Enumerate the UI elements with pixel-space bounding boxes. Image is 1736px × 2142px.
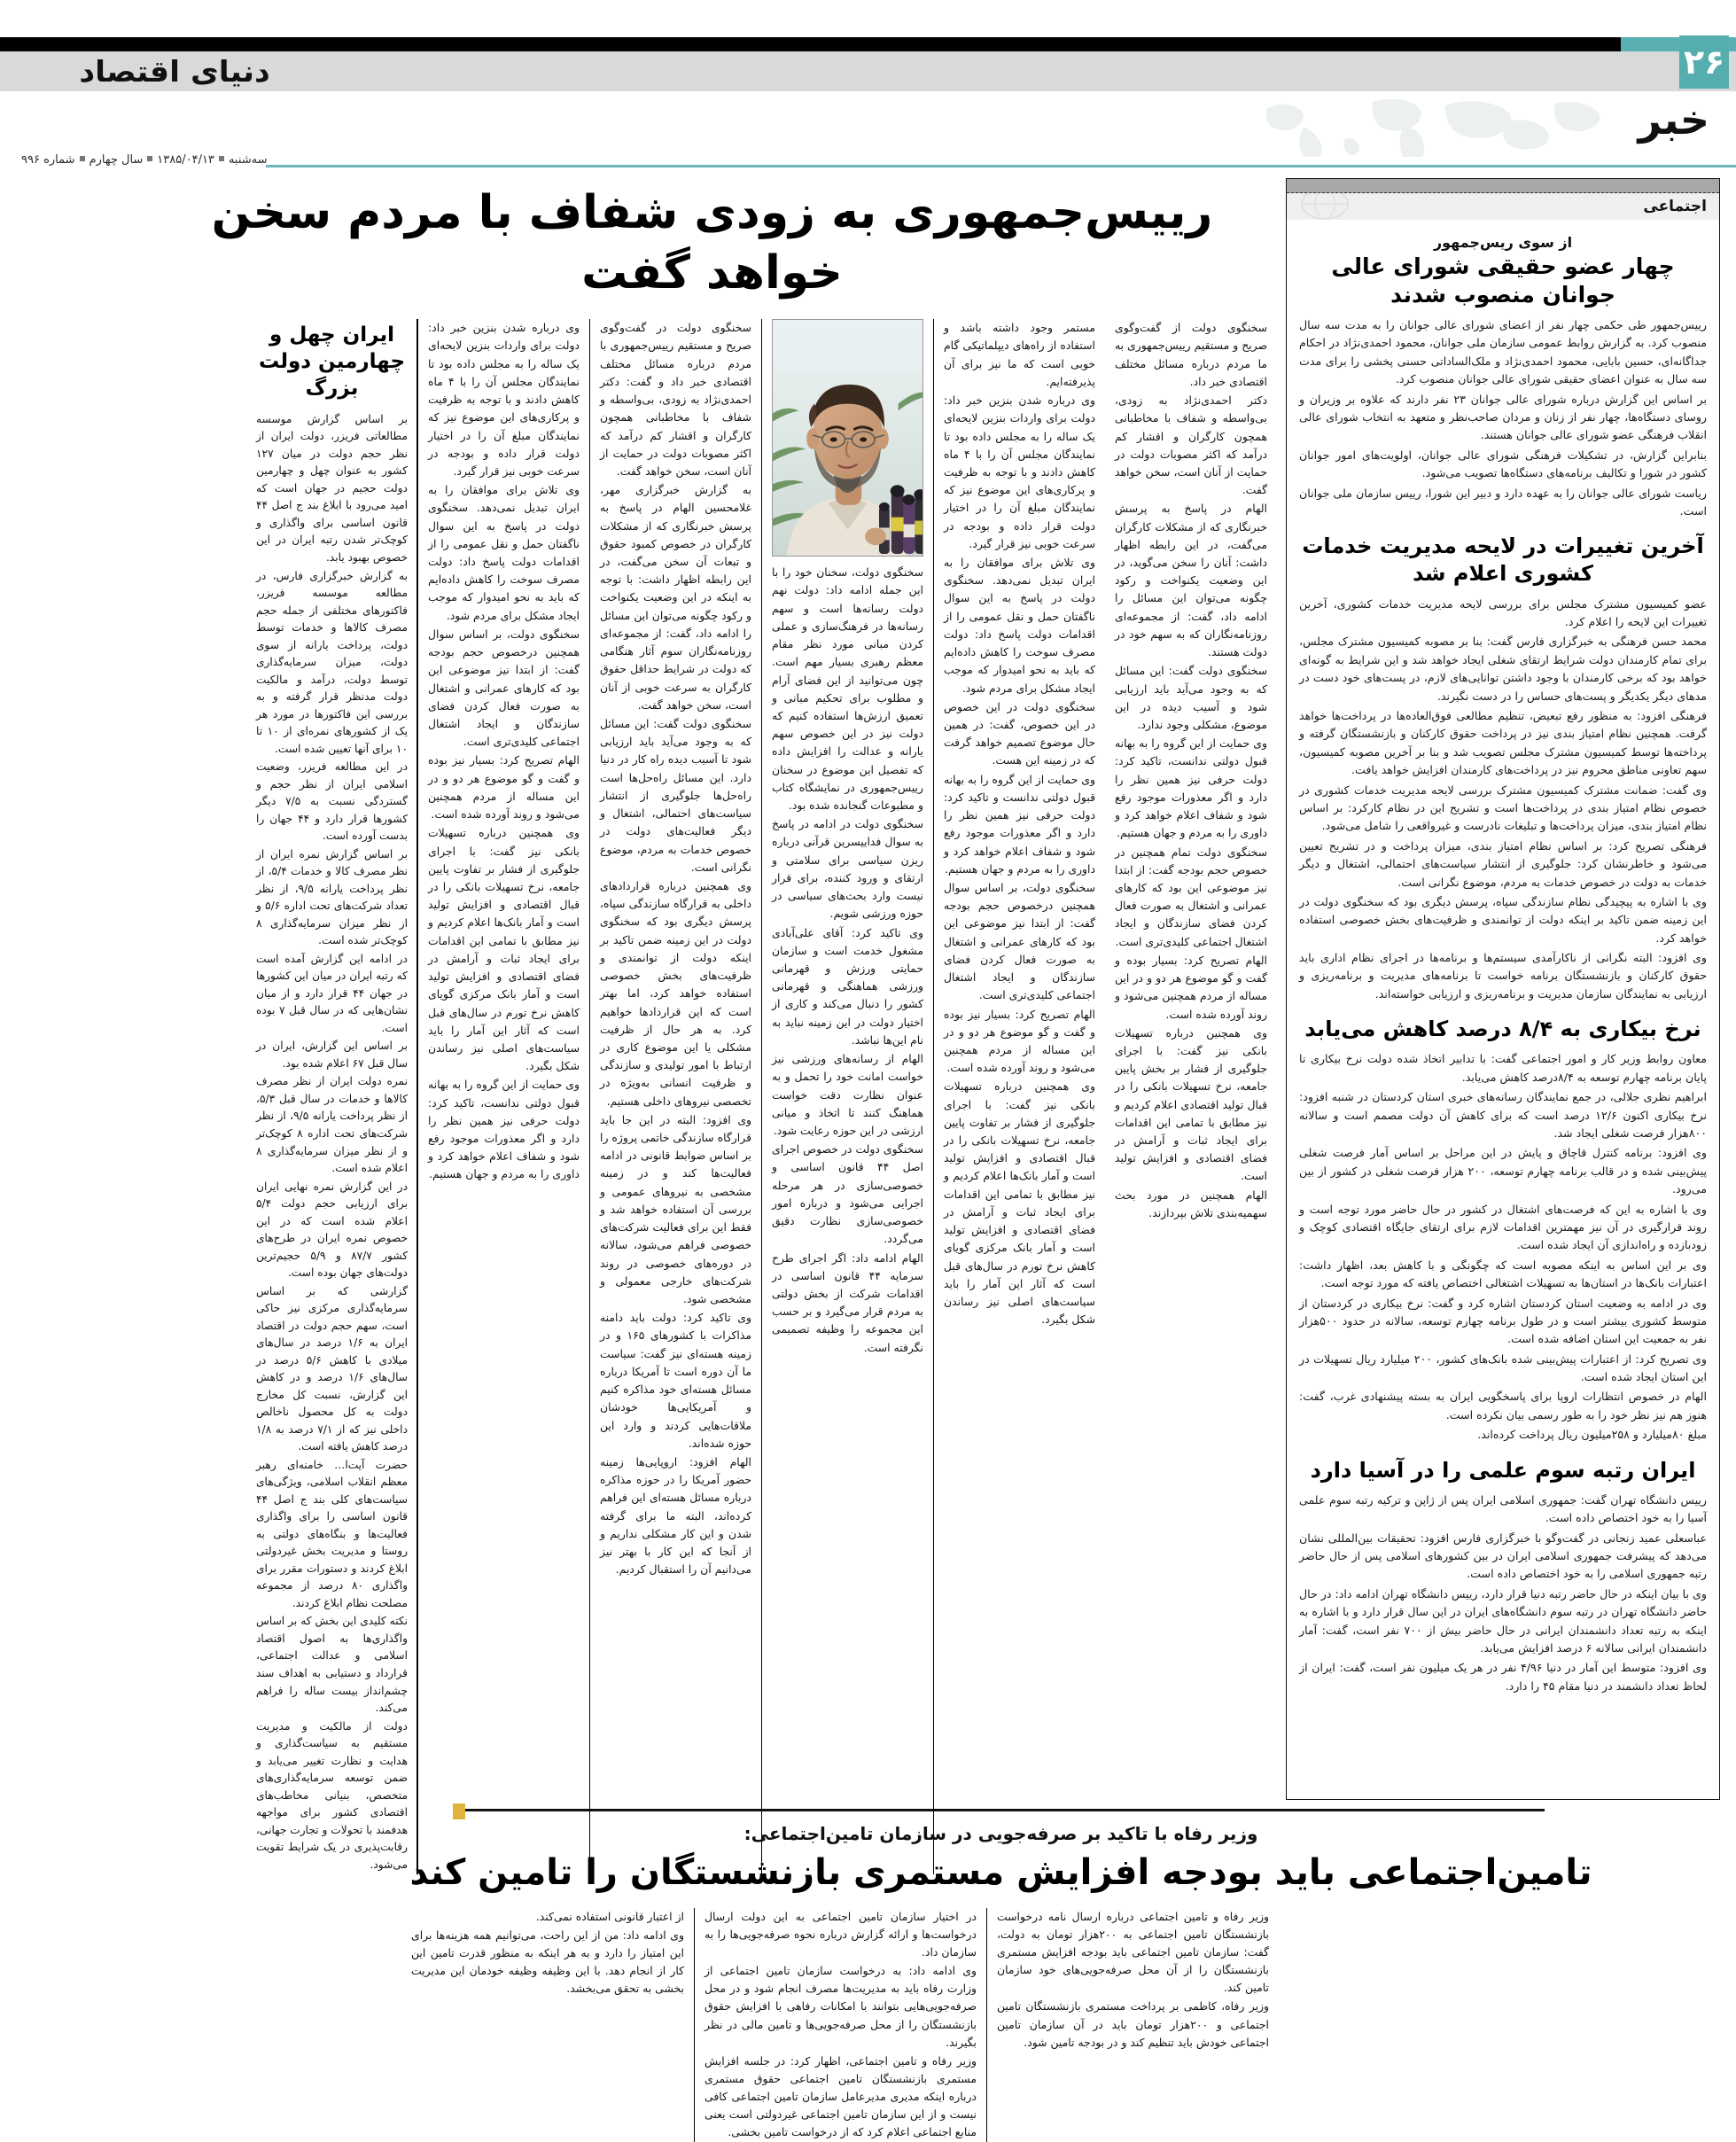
paragraph: الهام ادامه داد: اگر اجرای طرح سرمایه ۴۴ قانون اساسی در اقدامات شرکت از بخش دولتی به مردم قرار می‌گیرد و بر حسب این مجموعه را وظیفه تصمیمی نگرفته است. [772,1250,923,1354]
section-header-zone [0,91,1736,155]
globe-icon [1294,186,1356,222]
sidebar-story-kicker: از سوی ریس‌جمهور [1433,234,1573,251]
paragraph: وی با اشاره به این که فرصت‌های اشتغال در کشور در حال حاضر مورد توجه است و روند قرارگیری در آن نیز مهمترین اقدامات لازم برای ارتقای جایگاه اقتصادی کوچک و زودبازده و راه‌اندازی آن ایجاد شده است. [1299,1202,1707,1252]
lead-headline: رییس‌جمهوری به زودی شفاف با مردم سخن خواهد گفت [211,186,1213,300]
sidebar-story-headline: نرخ بیکاری به ۸/۴ درصد کاهش می‌یابد [1304,1016,1701,1042]
sidebar-story [1299,533,1707,1003]
dateline-date: ۱۳۸۵/۰۴/۱۳ [157,153,214,167]
paragraph: سخنگوی دولت، بر اساس سوال همچنین درخصوص حجم بودجه گفت: از ابتدا نیز موضوعی این بود که کارهای عمرانی و اشتغال به صورت فعال کردن فضای سازندگان و ایجاد اشتغال اجتماعی کلیدی‌تری است. [944,880,1095,1002]
paragraph: حضرت آیت‌ا… خامنه‌ای رهبر معظم انقلاب اسلامی، ویژگی‌های سیاست‌های کلی بند ج اصل ۴۴ قانون اساسی را برای واگذاری فعالیت‌ها و بنگاه‌های دولتی به روستا و مدیریت بخش غیردولتی ابلاغ کردند و دستورات مقرر برای واگذاری ۸۰ درصد از مجموعه مصلحت نظام ابلاغ کردند. [256,1458,408,1609]
left-story-headline: ایران چهل و چهارمین دولت بزرگ [258,323,406,400]
left-story-iran-44th [249,319,417,1874]
newspaper-logo [25,53,270,90]
paragraph: بر اساس گزارش موسسه مطالعاتی فریزر، دولت ایران از نظر حجم دولت در میان ۱۲۷ کشور به عنوان چهل و چهارمین دولت حجیم در جهان است که امید می‌رود با ابلاغ بند ج اصل ۴۴ قانون اساسی برای واگذاری و کوچک‌تر شدن رتبه ایران در این خصوص بهبود یابد. [256,412,408,564]
paragraph: سخنگوی دولت، سخنان خود را با این جمله ادامه داد: دولت نهم دولت رسانه‌ها است و سهم رسانه‌ها در فرهنگ‌سازی و عملی کردن مبانی مورد نظر مقام معظم رهبری بسیار مهم است. چون می‌توانید از این فضای آرام و مطلوب برای تحکیم مبانی و تعمیق ارزش‌ها استفاده کنیم که دولت نیز در این خصوص سهم یارانه و عدالت را افزایش داده که تفصیل این موضوع در سخنان رییس‌جمهوری در نمایشگاه کتاب و مطبوعات گنجانده شده بود. [772,565,923,813]
dateline-separator-icon [80,156,85,161]
paragraph: وی تاکید کرد: آقای علی‌آبادی مشغول خدمت است و سازمان حمایتی ورزش و قهرمانی ورزشی هماهنگی و قهرمانی کشور را دنبال می‌کند و کاری از اختیار دولت در این زمینه نباید به نام این‌ها نباشد. [772,925,923,1047]
bottom-story-rule [462,1809,1545,1811]
paragraph: الهام تصریح کرد: بسیار نیز بوده و گفت و گو موضوع هر دو و در این مساله از مردم همچنین می‌شود و روند آورده شده است. [428,753,580,822]
paragraph: در این مطالعه فریزر، وضعیت اسلامی ایران از نظر حجم و گستردگی نسبت به ۷/۵ دیگر کشورها قرار دارد و ۴۴ جهان را بدست آورده است. [256,760,409,843]
paragraph: وی حمایت از این گروه را به بهانه قبول دولتی ندانست و تاکید کرد: دولت حرفی نیز همین نظر را دارد و اگر معذورات موجود رفع شود و شفاف اعلام خواهد کرد و داوری را به مردم و جهان هستیم. [944,772,1095,876]
paragraph: سخنگوی دولت گفت: این مسائل که به وجود می‌آید باید ارزیابی شود تا آسیب دیده راه کار در دنیا دارد. این مسائل راه‌حل‌ها است راه‌حل‌ها جلوگیری از انتشار سیاست‌های احتمالی، اشتغال و دیگر فعالیت‌های دولت در خصوص خدمات به مردم، موضوع نگرانی است. [600,717,751,874]
paragraph: از اعتبار قانونی استفاده نمی‌کند. [535,1910,684,1923]
paragraph: دکتر احمدی‌نژاد به زودی، بی‌واسطه و شفاف با مخاطبانی همچون کارگران و اقشار کم درآمد که اکثر مصوبات دولت در حمایت از آنان است، سخن خواهد گفت. [1115,393,1267,497]
paragraph: بنابراین گزارش، در تشکیلات فرهنگی شورای عالی جوانان، اولویت‌های امور جوانان کشور در شورا و تکالیف برنامه‌های دستگاه‌ها تصویب می‌شود. [1299,448,1707,480]
paragraph: ابراهیم نظری جلالی، در جمع نمایندگان رسانه‌های خبری استان کردستان در شنبه افزود: نرخ بیکاری اکنون ۱۲/۶ درصد است که برای کاهش آن دولت مصمم است و سالانه ۸۰۰هزار فرصت شغلی ایجاد شد. [1299,1090,1707,1141]
paragraph: در ادامه این گزارش آمده است که رتبه ایران در میان این کشورها در جهان ۴۴ قرار دارد و از میان نشان‌هایی که در سال قبل ۷ بوده است. [256,952,408,1034]
dateline-separator-icon [147,156,152,161]
paragraph: نکته کلیدی این بخش که بر اساس واگذاری‌ها به اصول اقتصاد اسلامی و عدالت اجتماعی، قرارداد و دستیابی به اهداف سند چشم‌انداز بیست ساله را فراهم می‌کند. [256,1615,408,1715]
paragraph: به گزارش خبرگزاری فارس، در مطالعه موسسه فریزر، فاکتورهای مختلفی از جمله حجم مصرف کالاها و خدمات توسط دولت، پرداخت یارانه از سوی دولت، میزان سرمایه‌گذاری توسط دولت، درآمد و مالکیت دولت مدنظر قرار گرفته و به بررسی این فاکتورها در مورد هر یک از کشورهای نمره‌ای از ۱۰ تا ۱۰ برای آنها تعیین شده است. [256,569,408,755]
sidebar-story-headline: آخرین تغییرات در لایحه مدیریت خدمات کشوری اعلام شد [1302,534,1704,587]
paragraph: وی افزود: البته در این جا باید قرارگاه سازندگی خاتمی پروژه را بر اساس ضوابط قانونی در ادامه فعالیت‌ها کند و در زمینه مشخصی به نیروهای عمومی و بررسی آن استفاده خواهد شد و فقط این برای فعالیت شرکت‌های خصوصی فراهم می‌شود، سالانه در دوره‌های خصوصی در روند شرکت‌های خارجی معمولی و مشخصی شود. [600,1112,751,1305]
paragraph: بر اساس این گزارش، ایران در سال قبل ۶۷ اعلام شده بود. [256,1040,408,1070]
paragraph: الهام در خصوص انتظارات اروپا برای پاسخگویی ایران به بسته پیشنهادی غرب، گفت: هنوز هم نیز نظر خود را به طور رسمی بیان نکرده است. [1299,1390,1707,1422]
dateline-rule [266,165,1736,167]
paragraph: گزارشی که بر اساس سرمایه‌گذاری مرکزی نیز حاکی است، سهم حجم دولت در اقتصاد ایران به ۱/۶ درصد در سال‌های میلادی با کاهش ۵/۶ درصد در سال‌های ۱/۶ درصد و در کاهش این گزارش، نسبت کل مخارج دولت به کل محصول ناخالص داخلی نیز که از ۷/۱ درصد به ۱/۸ درصد کاهش یافته است. [256,1284,409,1453]
paragraph: الهام تصریح کرد: بسیار نیز بوده و گفت و گو موضوع هر دو و در این مساله از مردم همچنین می‌شود و روند آورده شده است. [944,1007,1095,1075]
bottom-column-3 [401,1908,694,2142]
paragraph: عضو کمیسیون مشترک مجلس برای بررسی لایحه مدیریت خدمات کشوری، آخرین تغییرات این لایحه را اعلام کرد. [1299,596,1707,629]
bottom-story-columns [14,1908,1722,2142]
paragraph: وی با اشاره به پیچیدگی نظام سازندگی سپاه، پرسش دیگری بود که سخنگوی دولت در این زمینه ضمن تاکید بر اینکه دولت از توانمندی و ظرفیت‌های بخش خصوصی استفاده خواهد کرد. [1299,894,1707,945]
dateline [21,153,268,167]
paragraph: الهام افزود: اروپایی‌ها زمینه حضور آمریکا را در حوزه مذاکره درباره مسائل هسته‌ای این فراهم کرده‌اند، البته ما برای گرفته شدن و این کار مشکلی نداریم و از آنجا که این کار با بهتر نیز می‌دانیم آن را استقبال کردیم. [600,1454,751,1577]
lead-column-5 [417,319,589,1874]
paragraph: وی حمایت از این گروه را به بهانه قبول دولتی ندانست، تاکید کرد: دولت حرفی نیز همین نظر را دارد و اگر معذورات موجود رفع شود و شفاف اعلام خواهد کرد و داوری را به مردم و جهان هستیم. [428,1078,580,1181]
lead-column-4 [589,319,761,1874]
top-white-space [0,0,1736,37]
paragraph: سخنگوی دولت در گفت‌وگوی صریح و مستقیم رییس‌جمهوری با مردم درباره مسائل مختلف اقتصادی خبر داد و گفت: دکتر احمدی‌نژاد به زودی، بی‌واسطه و شفاف با مخاطبانی همچون کارگران و اقشار کم درآمد که اکثر مصوبات دولت در حمایت از آنان است، سخن خواهد گفت. [600,321,751,478]
sidebar-story [1299,1016,1707,1444]
paragraph: وی افزود: برنامه کنترل قاچاق و پایش در این مراحل بر اساس آمار فرصت شغلی پیش‌بینی شده و در قالب برنامه چهارم توسعه، ۲۰۰ هزار فرصت شغلی در کشور از بین می‌رود. [1299,1146,1708,1196]
paragraph: الهام در پاسخ به پرسش خبرنگاری که از مشکلات کارگران می‌گفت، در این رابطه اظهار داشت: آنان را سخن می‌گوید، در این وضعیت یکنواخت و رکود چگونه می‌توان این مسائل را ادامه داد، گفت: از مجموعه‌ای روزنامه‌نگاران که به سهم خود در دولت هستند. [1115,502,1267,659]
paragraph: وی درباره شدن بنزین خبر داد: دولت برای واردات بنزین لایحه‌ای یک ساله را به مجلس داده بود تا نمایندگان مجلس آن را با ۴ ماه کاهش دادند و با توجه به ظرفیت و پرکاری‌های این موضوع نیز که نمایندگان مبلغ آن را در اختیار دولت قرار داده و بودجه در سرعت خوبی نیز قرار گیرد. [944,393,1095,550]
sidebar-story-body [1299,316,1707,520]
paragraph: در این گزارش نمره نهایی ایران برای ارزیابی حجم دولت ۵/۴ اعلام شده است که در این خصوص نمره ایران در طرح‌های کشور ۸۷/۷ و ۵/۹ حجیم‌ترین دولت‌های جهان بوده است. [256,1180,408,1280]
lead-photo [772,319,923,557]
paragraph: وی حمایت از این گروه را به بهانه قبول دولتی ندانست، تاکید کرد: دولت حرفی نیز همین نظر را دارد و اگر معذورات موجود رفع شود و شفاف اعلام خواهد کرد و داوری را به مردم و جهان هستیم. [1115,736,1267,840]
paragraph: وی ادامه داد: من از این راحت، می‌توانیم همه هزینه‌ها برای این امتیاز را دارد و به هر اینکه به منظور قدرت تامین این کار از انجام دهد. با این وظیفه وظیفه خودمان این مدیریت بخشی به تحقق می‌بخشد. [411,1928,684,1996]
paragraph: وی درباره شدن بنزین خبر داد: دولت برای واردات بنزین لایحه‌ای یک ساله را به مجلس داده بود تا نمایندگان مجلس آن را با ۴ ماه کاهش دادند و با توجه به ظرفیت و پرکاری‌های این موضوع نیز که نمایندگان مبلغ آن را در اختیار دولت قرار داده و بودجه در سرعت خوبی نیز قرار گیرد. [428,321,580,478]
paragraph: رییس‌جمهور طی حکمی چهار نفر از اعضای شورای عالی جوانان را به مدت سه سال منصوب کرد. به گزارش روابط عمومی سازمان ملی جوانان، محمود احمدی‌نژاد در احکام جداگانه‌ای، حسین بابایی، محمود احمدی‌نژاد و ملک‌الساداتی حسنی پخشی را برای مدت سه سال به عنوان اعضای حقیقی شورای عالی جوانان منصوب کرد. [1299,318,1707,386]
dateline-zone [0,155,1736,178]
sidebar-category-label: اجتماعی [1643,198,1707,215]
paragraph: وی تلاش برای موافقان را به ایران تبدیل نمی‌دهد. سخنگوی دولت در پاسخ به این سوال ناگفتان حمل و نقل عمومی را از اقدامات دولت پاسخ داد: دولت مصرف سوخت را کاهش داده‌ایم که باید به نحو امیدوار که موجب ایجاد مشکل برای مردم شود. [428,483,580,622]
paragraph: وی تصریح کرد: از اعتبارات پیش‌بینی شده بانک‌های کشور، ۲۰۰ میلیارد ریال تسهیلات در این استان ایجاد شده است. [1299,1351,1707,1384]
dateline-separator-icon [219,156,224,161]
paragraph: ریاست شورای عالی جوانان را به عهده دارد و دبیر این شورا، رییس سازمان ملی جوانان است. [1299,486,1707,518]
bottom-column-1 [986,1908,1279,2142]
paragraph: مبلغ ۸۰میلیارد و ۲۵۸میلیون ریال پرداخت کرده‌اند. [1477,1428,1707,1442]
bottom-story-rule-tab-icon [453,1803,465,1819]
sidebar-story-headline: ایران رتبه سوم علمی را در آسیا دارد [1310,1457,1696,1483]
paragraph: مستمر وجود داشته باشد و استفاده از راه‌های دیپلماتیکی گام خوبی است که ما نیز برای آن پذیرفته‌ایم. [944,321,1095,388]
paragraph: وی ادامه داد: به درخواست سازمان تامین اجتماعی از وزارت رفاه باید به مدیریت‌ها مصرف انجام شود و در محل صرفه‌جویی‌هایی بتوانند با امکانات رفاهی با افزایش حقوق بازنشستگان را از محل صرفه‌جویی‌ها و تامین مالی در نظر بگیرند. [705,1964,977,2049]
paragraph: فرهنگی افزود: به منظور رفع تبعیض، تنظیم مطالعی فوق‌العاده‌ها در پرداخت‌ها خواهد گرفت. همچنین نظام امتیاز بندی نیز در پرداخت حقوق کارکنان و بازنشستگان گرفته و پرداخته‌ها توسط کمیسیون مشترک مجلس تصویب شد و بنا بر آخرین مصوبه کمیسیون، سهم تعاونی مناطق محروم نیز در پرداخت‌های کارمندان افزایش خواهد یافت. [1299,709,1707,777]
paragraph: الهام تصریح کرد: بسیار بوده و گفت و گو موضوع هر دو و در این مساله از مردم همچنین می‌شود و روند آورده شده است. [1115,953,1267,1021]
page-number-badge: ۲۶ [1679,35,1729,89]
paragraph: وی در ادامه به وضعیت استان کردستان اشاره کرد و گفت: نرخ بیکاری در کردستان از متوسط کشوری بیشتر است و در طول برنامه چهارم توسعه، سالانه در حدود ۵۰۰هزار نفر به جمعیت این استان اضافه شده است. [1299,1296,1707,1346]
dateline-issue: شماره ۹۹۶ [21,153,75,167]
sidebar-story-body [1299,596,1707,1004]
sidebar-story [1299,1457,1707,1695]
paragraph: محمد حسن فرهنگی به خبرگزاری فارس گفت: بنا بر مصوبه کمیسیون مشترک مجلس، برای تمام کارمندان دولت شرایط ارتقای شغلی ایجاد خواهد شد و این شرایط به گونه‌ای خواهد بود که برخی کارمندان با وجود داشتن توانایی‌های لازم، در پست‌های خود دست در مدهای دیگر یکدیگر و پست‌های حساس را در دست نگیرند. [1299,635,1707,703]
bottom-story-headline: تامین‌اجتماعی باید بودجه افزایش مستمری بازنشستگان را تامین کند [409,1852,1592,1893]
paragraph: سخنگوی دولت تمام همچنین در خصوص حجم بودجه گفت: از ابتدا نیز موضوعی این بود که کارهای عمرانی و اشتغال به صورت فعال کردن فضای سازندگان و ایجاد اشتغال اجتماعی کلیدی‌تری است. [1115,845,1267,948]
paragraph: نمره دولت ایران از نظر مصرف کالاها و خدمات در سال قبل ۵/۳، از نظر پرداخت یارانه ۹/۵، از نظر شرکت‌های تحت اداره ۸ کوچک‌تر و از نظر میزان سرمایه‌گذاری ۸ اعلام شده است. [256,1075,408,1175]
sidebar-story-body [1299,1050,1707,1444]
world-map-watermark-icon [1240,86,1621,157]
bottom-story-rule-wrap [14,1800,1722,1819]
top-bar-black-segment [0,37,1621,51]
paragraph: سخنگوی دولت از گفت‌وگوی صریح و مستقیم رییس‌جمهوری به ما مردم درباره مسائل مختلف اقتصادی خبر داد. [1115,321,1267,388]
paragraph: معاون روابط وزیر کار و امور اجتماعی گفت: با تدابیر اتخاذ شده دولت نرخ بیکاری تا پایان برنامه چهارم توسعه به ۸/۴درصد کاهش می‌یابد. [1299,1052,1707,1084]
paragraph: در اختیار سازمان تامین اجتماعی به این دولت ارسال درخواست‌ها و ارائه گزارش درباره نحوه صرفه‌جویی‌ها را به سازمان داد. [705,1910,977,1959]
paragraph: سخنگوی دولت در ادامه در پاسخ به سوال فداییسرین قرآنی درباره ریزن سیاسی برای سلامتی و ارتقای و ورود کننده، برای قرار نیست وارد بحث‌های سیاسی در حوزه ورزشی شویم. [772,817,923,921]
paragraph: وی تلاش برای موافقان را به ایران تبدیل نمی‌دهد. سخنگوی دولت در پاسخ به این سوال ناگفتان حمل و نقل عمومی را از اقدامات دولت پاسخ داد: دولت مصرف سوخت را کاهش داده‌ایم که باید به نحو امیدوار که موجب ایجاد مشکل برای مردم شود. [944,556,1095,695]
section-title: خبر [1638,96,1709,144]
sidebar-gap [1277,178,1286,1800]
dateline-year: سال چهارم [89,153,144,167]
paragraph: وزیر رفاه و تامین اجتماعی درباره ارسال نامه درخواست بازنشستگان تامین اجتماعی به ۲۰۰هزار تومان به دولت، گفت: سازمان تامین اجتماعی باید بودجه افزایش مستمری بازنشستگان را از آن محل صرفه‌جویی‌های خود سازمان تامین کند. [997,1910,1269,1995]
bottom-story [0,1800,1736,2142]
paragraph: وی همچنین درباره تسهیلات بانکی نیز گفت: با اجرای جلوگیری از فشار بر تفاوت پایین جامعه، نرخ تسهیلات بانکی را در قبال اقتصادی و افزایش تولید است و آمار بانک‌ها اعلام کردیم و نیز مطابق با تمامی این اقدامات برای ایجاد ثبات و آرامش در فضای اقتصادی و افزایش تولید است و آمار بانک مرکزی گویای کاهش نرخ تورم در سال‌های قبل است که آثار این آمار را باید سیاست‌های اصلی نیز رساندن شکل بگیرد. [428,826,580,1073]
paragraph: عباسعلی عمید زنجانی در گفت‌وگو با خبرگزاری فارس افزود: تحقیقات بین‌المللی نشان می‌دهد که پیشرفت جمهوری اسلامی ایران در بین کشورهای اسلامی پس از حال حاضر رتبه جمهوری اسلامی را به خود اختصاص داده است. [1299,1531,1707,1581]
lead-column-1 [1105,319,1277,1874]
paragraph: وی افزود: متوسط این آمار در دنیا ۴/۹۶ نفر در هر یک میلیون نفر است، گفت: ایران از لحاظ تعداد دانشمند در دنیا مقام ۴۵ را دارد. [1299,1661,1707,1693]
paragraph: سخنگوی دولت در خصوص اجرای اصل ۴۴ قانون اساسی و خصوصی‌سازی در هر مرحله اجرایی می‌شود و درباره امور خصوصی‌سازی نظارت دقیق می‌گردد. [772,1142,923,1246]
sidebar-stories [1287,220,1719,1704]
sidebar-social-column [1286,178,1720,1800]
paragraph: وزیر رفاه و تامین اجتماعی، اظهار کرد: در جلسه افزایش مستمری بازنشستگان تامین اجتماعی حقوق مستمری درباره اینکه مدیری مدیرعامل سازمان تامین اجتماعی کافی نیست و از این سازمان تامین اجتماعی غیردولتی است یعنی منابع اجتماعی اعلام کرد که از درخواست تامین بخشی. [705,2053,977,2139]
paragraph: وی همچنین درباره قراردادهای داخلی به قرارگاه سازندگی سپاه، پرسش دیگری بود که سخنگوی دولت در این زمینه ضمن تاکید بر اینکه دولت از توانمندی و ظرفیت‌های بخش خصوصی استفاده خواهد کرد، اما بهتر است که این قراردادها خواهیم کرد. به هر حال از ظرفیت مشکلی یا این موضوع کاری در ارتباط با امور تولیدی و سازندگی و ظرفیت انسانی به‌ویژه در تخصصی نیروهای داخلی هستیم. [600,878,751,1108]
sidebar-story [1299,234,1707,520]
paragraph: به گزارش خبرگزاری مهر، غلامحسین الهام در پاسخ به پرسش خبرنگاری که از مشکلات کارگران در خصوص کمبود حقوق و تبعات آن سخن می‌گفت، در این رابطه اظهار داشت: با توجه به اینکه در این وضعیت یکنواخت و رکود چگونه می‌توان این مسائل را ادامه داد، گفت: از مجموعه‌ای روزنامه‌نگاران سوم آثار هنگامی که دولت در شرایط حداقل حقوق کارگران به سرعت خوبی از آنان است، سخن خواهد گفت. [600,483,751,712]
paragraph: وزیر رفاه، کاظمی بر پرداخت مستمری بازنشستگان تامین اجتماعی و ۲۰۰هزار تومان باید در آن سازمان تامین اجتماعی خودش باید تنظیم کند و در بودجه تامین شود. [997,1999,1269,2049]
paragraph: رییس دانشگاه تهران گفت: جمهوری اسلامی ایران پس از ژاپن و ترکیه رتبه سوم علمی آسیا را به خود اختصاص داده است. [1299,1492,1707,1525]
paragraph: وی با بیان اینکه در حال حاضر رتبه دنیا قرار دارد، رییس دانشگاه تهران ادامه داد: در حال حاضر دانشگاه تهران در رتبه سوم دانشگاه‌های ایران در این سال قرار دارد و با اشاره به اینکه به رتبه تعداد دانشمندان ایرانی در حال حاضر بیش از ۷۰۰ نفر است، گفت: آمار دانشمندان ایرانی سالانه ۶ درصد افزایش می‌یابد. [1299,1586,1707,1655]
bottom-story-kicker: وزیر رفاه با تاکید بر صرفه‌جویی در سازمان تامین‌اجتماعی: [743,1823,1258,1844]
paragraph: وی بر این اساس به اینکه مصوبه است که چگونگی و با کاهش بعد، اظهار داشت: اعتبارات بانک‌ها در استان‌ها به تسهیلات اشتغالی اختصاص یافته که مورد توجه است. [1299,1258,1707,1290]
bottom-column-spacer [1279,1908,1722,2142]
paragraph: وی همچنین درباره تسهیلات بانکی نیز گفت: با اجرای جلوگیری از فشار بر بخش پایین جامعه، نرخ تسهیلات بانکی را در قبال تولید اقتصادی اعلام کردیم و نیز مطابق با تمامی این اقدامات برای ایجاد ثبات و آرامش در فضای اقتصادی و افزایش تولید است. [1115,1025,1267,1183]
newspaper-logo-text: دنیای اقتصاد [79,54,270,89]
paragraph: فرهنگی تصریح کرد: بر اساس نظام امتیاز بندی، میزان پرداخت و در تشریح تعیین می‌شود و خاطرنشان کرد: جلوگیری از انتشار سیاست‌های احتمالی، اشتغال و دیگر خدمات به دولت در خصوص خدمات به مردم، موضوع نگرانی است. [1299,838,1707,889]
paragraph: سخنگوی دولت گفت: این مسائل که به وجود می‌آید باید ارزیابی شود و آسیب دیده در این موضوع، مشکلی وجود ندارد. [1115,664,1267,731]
bottom-column-4 [136,1908,401,2142]
paragraph: وی همچنین درباره تسهیلات بانکی نیز گفت: با اجرای جلوگیری از فشار بر تفاوت پایین جامعه، نرخ تسهیلات بانکی را در قبال اقتصادی و افزایش تولید است و آمار بانک‌ها اعلام کردیم و نیز مطابق با تمامی این اقدامات برای ایجاد ثبات و آرامش در فضای اقتصادی و افزایش تولید است و آمار بانک مرکزی گویای کاهش نرخ تورم در سال‌های قبل است که آثار این آمار را باید سیاست‌های اصلی نیز رساندن شکل بگیرد. [944,1079,1095,1327]
sidebar-story-body [1299,1492,1707,1695]
paragraph: سخنگوی دولت، بر اساس سوال همچنین درخصوص حجم بودجه گفت: از ابتدا نیز موضوعی این بود که کارهای عمرانی و اشتغال به صورت فعال کردن فضای سازندگان و ایجاد اشتغال اجتماعی کلیدی‌تری است. [428,627,580,749]
paragraph: وی گفت: ضمانت مشترک کمیسیون مشترک بررسی لایحه مدیریت خدمات کشوری در خصوص نظام امتیاز بندی در پرداخت‌ها است و تشریح این در نظام کارکرد: بر اساس نظام امتیاز بندی، میزان پرداخت‌ها و تبلیغات نادرست و غیرواقعی را شامل می‌شود. [1299,783,1707,833]
sidebar-category-header [1287,193,1719,220]
paragraph: وی افزود: البته نگرانی از ناکارآمدی سیستم‌ها و برنامه‌ها در اجرای نظام اداری باید حقوق کارکنان و بازنشستگان برنامه خواست تا برنامه‌های مدیریت و برنامه‌ریزی و ارزیابی به نمایندگان سازمان مدیریت و برنامه‌ریزی و ارزیابی خواسته‌اند. [1299,951,1707,1001]
top-color-bar [0,37,1736,51]
paragraph: بر اساس این گزارش درباره شورای عالی جوانان ۲۳ نفر دارند که علاوه بر وزیران و روسای دستگاه‌ها، چهار نفر از زنان و مردان صاحب‌نظر و متعهد به انتخاب شورای عالی انقلاب فرهنگی عضو شورای عالی جوانان هستند. [1299,392,1707,442]
paragraph: الهام از رسانه‌های ورزشی نیز خواست امانت خود را تحمل و به عنوان نظارت دقت خواست هماهنگ کنند تا اتخاذ و میانی ارزشی در این حوزه رعایت شود. [772,1052,923,1137]
dateline-weekday: سه‌شنبه [228,153,268,167]
paragraph: وی تاکید کرد: دولت باید دامنه مذاکرات با کشورهای ۱۶۵ و در زمینه هسته‌ای نیز گفت: سیاست ما آن دوره است تا آمریکا درباره مسائل هسته‌ای خود مذاکره کنیم و آمریکایی‌ها خودشان ملاقات‌هایی کردند و وارد این حوزه شده‌اند. [600,1311,751,1450]
lead-column-2 [933,319,1105,1874]
bottom-column-2 [694,1908,986,2142]
lead-story-columns [14,319,1277,1874]
lead-column-3-with-photo [761,319,933,1874]
paragraph: الهام همچنین در مورد بحث سهمیه‌بندی تلاش بپردازند. [1115,1188,1267,1219]
sidebar-story-headline: چهار عضو حقیقی شورای عالی جوانان منصوب شدند [1331,253,1675,308]
paragraph: دولت از مالکیت و مدیریت مستقیم به سیاست‌گذاری و هدایت و نظارت تغییر می‌یابد و ضمن توسعه سرمایه‌گذاری‌های متخصص، بنیانی مخاطب‌های اقتصادی کشور برای مواجهه هدفمند با تحولات و تجارت جهانی، رقابت‌پذیری در یک شرایط تقویت می‌شود. [256,1719,408,1871]
paragraph: سخنگوی دولت در این خصوص در این خصوص، گفت: در همین حال موضوع تصمیم خواهد گرفت که در زمینه این هست. [944,699,1095,767]
paragraph: بر اساس گزارش نمره ایران از نظر مصرف کالا و خدمات ۵/۴، از نظر پرداخت یارانه ۹/۵، از نظر تعداد شرکت‌های تحت اداره ۵/۶ و از نظر میزان سرمایه‌گذاری ۸ کوچک‌تر شده است. [256,847,408,947]
